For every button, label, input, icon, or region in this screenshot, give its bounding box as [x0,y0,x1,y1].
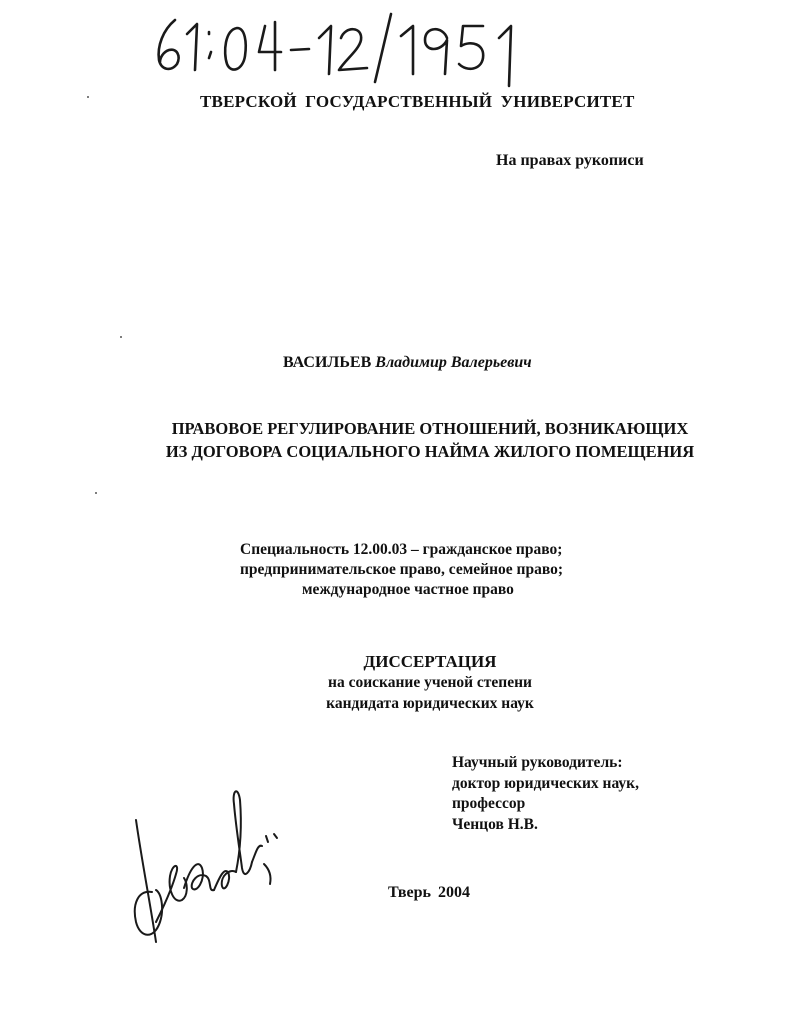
dissertation-block [250,651,610,714]
specialty-line-2: предпринимательское право, семейное право; [240,561,564,578]
specialty-line-3: международное частное право [302,581,514,598]
author-surname: ВАСИЛЬЕВ [283,354,372,371]
scan-speck [120,336,122,338]
adviser-degree: доктор юридических наук, [452,774,639,792]
specialty-block [240,540,563,600]
author-name [283,354,532,372]
handwritten-archive-number [145,8,565,90]
scan-speck [87,96,89,98]
handwritten-signature [128,772,288,957]
university-name: ТВЕРСКОЙ ГОСУДАРСТВЕННЫЙ УНИВЕРСИТЕТ [200,92,635,111]
adviser-name: Ченцов Н.В. [452,815,538,833]
place-and-year: Тверь 2004 [388,884,470,901]
specialty-line-1: Специальность 12.00.03 – гражданское право; [240,541,563,558]
title-line-1: ПРАВОВОЕ РЕГУЛИРОВАНИЕ ОТНОШЕНИЙ, ВОЗНИКАЮЩИХ [171,419,689,438]
manuscript-note: На правах рукописи [496,152,644,169]
author-given-names: Владимир Валерьевич [375,354,532,371]
scan-speck [95,492,97,494]
dissertation-title [130,417,730,463]
scientific-adviser [452,753,639,835]
dissertation-heading: ДИССЕРТАЦИЯ [363,652,497,671]
adviser-rank: профессор [452,795,526,812]
title-line-2: ИЗ ДОГОВОРА СОЦИАЛЬНОГО НАЙМА ЖИЛОГО ПОМЕЩЕНИЯ [165,442,695,461]
dissertation-line-1: на соискание ученой степени [328,674,532,691]
adviser-label: Научный руководитель: [452,754,623,771]
dissertation-line-2: кандидата юридических наук [326,695,534,712]
